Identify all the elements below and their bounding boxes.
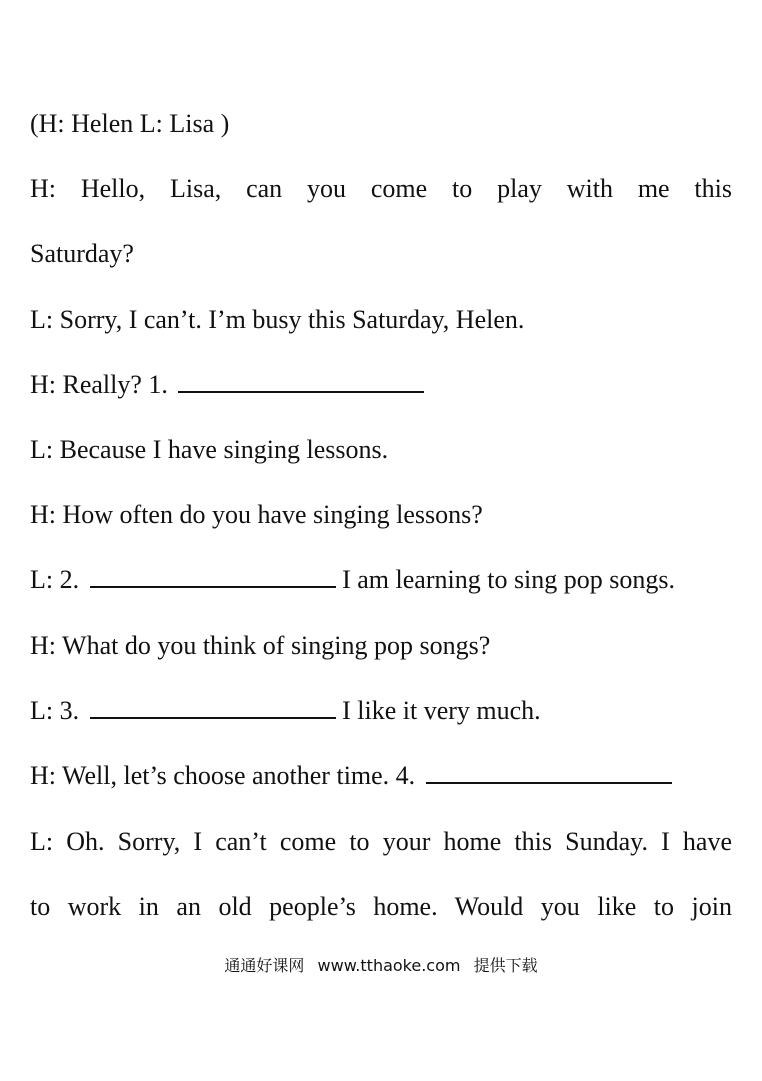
page-footer	[0, 955, 762, 977]
dialogue-line-10	[30, 760, 732, 792]
dialogue-line-1: H: Hello, Lisa, can you come to play with me this	[30, 174, 732, 203]
footer-note: 提供下载	[473, 956, 538, 975]
dialogue-line-6: H: How often do you have singing lessons?	[30, 500, 483, 529]
dialogue-line-7-text-before: L: 2.	[30, 565, 80, 594]
dialogue-line-10-text: H: Well, let’s choose another time. 4.	[30, 761, 416, 790]
answer-blank-4[interactable]	[426, 762, 672, 784]
speaker-key: (H: Helen L: Lisa )	[30, 109, 230, 138]
dialogue-line-9	[30, 695, 732, 727]
dialogue-line-7	[30, 564, 732, 596]
dialogue-line-8: H: What do you think of singing pop songs?	[30, 631, 491, 660]
footer-url[interactable]: www.tthaoke.com	[317, 956, 461, 975]
footer-site-name: 通通好课网	[224, 956, 305, 975]
dialogue-line-12: to work in an old people’s home. Would you like to join	[30, 892, 732, 921]
dialogue-line-7-text-after: I am learning to sing pop songs.	[342, 565, 676, 594]
dialogue-line-4-text: H: Really? 1.	[30, 370, 168, 399]
dialogue-line-9-text-before: L: 3.	[30, 696, 80, 725]
answer-blank-2[interactable]	[90, 566, 336, 588]
dialogue-line-3: L: Sorry, I can’t. I’m busy this Saturday, Helen.	[30, 305, 525, 334]
dialogue-line-9-text-after: I like it very much.	[342, 696, 541, 725]
dialogue-line-5: L: Because I have singing lessons.	[30, 435, 389, 464]
answer-blank-1[interactable]	[178, 371, 424, 393]
dialogue-line-2: Saturday?	[30, 239, 134, 268]
answer-blank-3[interactable]	[90, 697, 336, 719]
dialogue-line-11: L: Oh. Sorry, I can’t come to your home this Sunday. I have	[30, 827, 732, 856]
dialogue-line-4	[30, 369, 732, 401]
